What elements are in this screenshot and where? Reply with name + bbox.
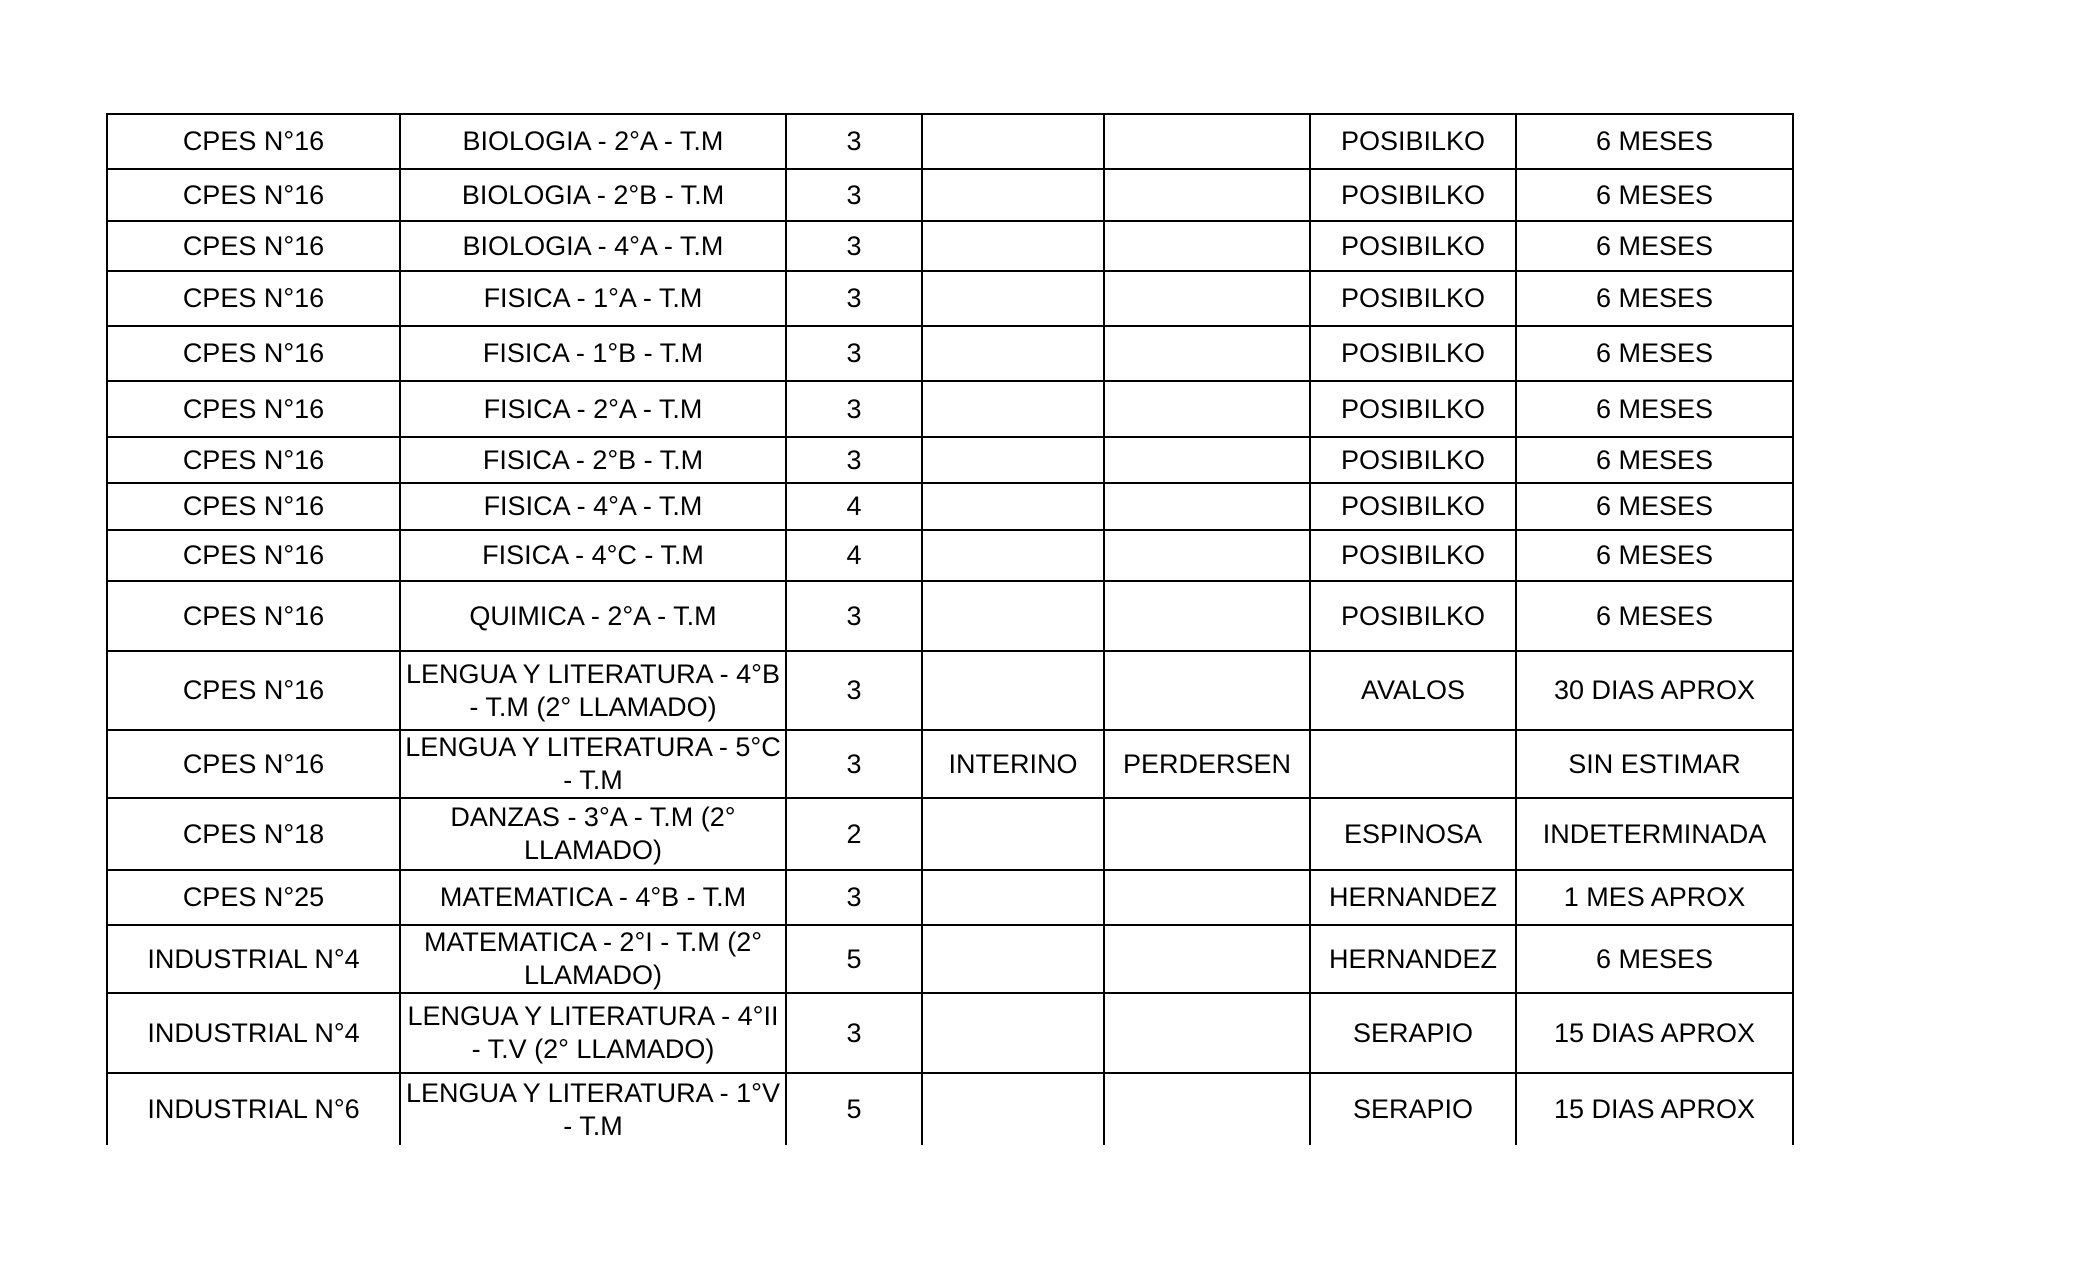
- cell-duration: 6 MESES: [1516, 114, 1793, 169]
- cell-school: CPES N°16: [107, 530, 400, 581]
- cell-holder: [1104, 581, 1310, 651]
- cell-holder: [1104, 993, 1310, 1073]
- cell-substitute: POSIBILKO: [1310, 581, 1516, 651]
- cell-substitute: POSIBILKO: [1310, 483, 1516, 530]
- cell-school: CPES N°16: [107, 730, 400, 798]
- cell-school: CPES N°16: [107, 651, 400, 730]
- cell-subject: QUIMICA - 2°A - T.M: [400, 581, 786, 651]
- table-row: [107, 381, 1793, 437]
- cell-holder: [1104, 798, 1310, 870]
- cell-subject: FISICA - 1°A - T.M: [400, 271, 786, 326]
- cell-hours: 3: [786, 326, 922, 381]
- table-row: [107, 483, 1793, 530]
- cell-school: INDUSTRIAL N°4: [107, 993, 400, 1073]
- cell-hours: 3: [786, 651, 922, 730]
- cell-hours: 3: [786, 730, 922, 798]
- cell-status: [922, 870, 1104, 925]
- cell-holder: [1104, 169, 1310, 221]
- table-row: [107, 114, 1793, 169]
- cell-duration: 6 MESES: [1516, 530, 1793, 581]
- cell-duration: 6 MESES: [1516, 483, 1793, 530]
- vacancy-table: [106, 113, 1794, 1145]
- cell-duration: 6 MESES: [1516, 169, 1793, 221]
- cell-substitute: POSIBILKO: [1310, 530, 1516, 581]
- cell-holder: [1104, 381, 1310, 437]
- cell-status: [922, 483, 1104, 530]
- table-row: [107, 925, 1793, 993]
- cell-status: [922, 798, 1104, 870]
- cell-substitute: ESPINOSA: [1310, 798, 1516, 870]
- cell-subject: FISICA - 4°A - T.M: [400, 483, 786, 530]
- cell-hours: 3: [786, 993, 922, 1073]
- table-row: [107, 437, 1793, 483]
- cell-school: INDUSTRIAL N°4: [107, 925, 400, 993]
- cell-school: CPES N°16: [107, 437, 400, 483]
- cell-subject: LENGUA Y LITERATURA - 5°C - T.M: [400, 730, 786, 798]
- cell-school: CPES N°25: [107, 870, 400, 925]
- cell-duration: 30 DIAS APROX: [1516, 651, 1793, 730]
- cell-duration: 6 MESES: [1516, 271, 1793, 326]
- cell-status: [922, 169, 1104, 221]
- cell-duration: 6 MESES: [1516, 221, 1793, 271]
- cell-substitute: SERAPIO: [1310, 1073, 1516, 1145]
- cell-holder: [1104, 483, 1310, 530]
- cell-substitute: POSIBILKO: [1310, 326, 1516, 381]
- cell-hours: 3: [786, 169, 922, 221]
- vacancy-table-body: [107, 114, 1793, 1145]
- table-row: [107, 326, 1793, 381]
- cell-hours: 5: [786, 1073, 922, 1145]
- cell-school: CPES N°16: [107, 169, 400, 221]
- cell-status: [922, 221, 1104, 271]
- table-row: [107, 1073, 1793, 1145]
- cell-holder: [1104, 530, 1310, 581]
- table-row: [107, 581, 1793, 651]
- table-row: [107, 530, 1793, 581]
- cell-hours: 4: [786, 483, 922, 530]
- cell-school: CPES N°16: [107, 271, 400, 326]
- table-row: [107, 798, 1793, 870]
- cell-subject: FISICA - 2°B - T.M: [400, 437, 786, 483]
- cell-substitute: AVALOS: [1310, 651, 1516, 730]
- cell-subject: FISICA - 1°B - T.M: [400, 326, 786, 381]
- cell-duration: 6 MESES: [1516, 925, 1793, 993]
- cell-status: [922, 530, 1104, 581]
- cell-duration: 6 MESES: [1516, 326, 1793, 381]
- cell-hours: 3: [786, 381, 922, 437]
- cell-status: [922, 925, 1104, 993]
- cell-substitute: POSIBILKO: [1310, 437, 1516, 483]
- table-row: [107, 651, 1793, 730]
- cell-subject: MATEMATICA - 4°B - T.M: [400, 870, 786, 925]
- cell-subject: BIOLOGIA - 4°A - T.M: [400, 221, 786, 271]
- cell-holder: [1104, 271, 1310, 326]
- cell-substitute: POSIBILKO: [1310, 271, 1516, 326]
- cell-subject: MATEMATICA - 2°I - T.M (2° LLAMADO): [400, 925, 786, 993]
- cell-hours: 3: [786, 870, 922, 925]
- cell-holder: [1104, 114, 1310, 169]
- cell-school: CPES N°16: [107, 381, 400, 437]
- cell-school: CPES N°16: [107, 483, 400, 530]
- table-row: [107, 169, 1793, 221]
- cell-holder: [1104, 221, 1310, 271]
- cell-substitute: HERNANDEZ: [1310, 925, 1516, 993]
- cell-hours: 3: [786, 581, 922, 651]
- cell-duration: 6 MESES: [1516, 381, 1793, 437]
- cell-school: INDUSTRIAL N°6: [107, 1073, 400, 1145]
- cell-subject: FISICA - 2°A - T.M: [400, 381, 786, 437]
- table-row: [107, 870, 1793, 925]
- cell-holder: [1104, 326, 1310, 381]
- cell-school: CPES N°16: [107, 581, 400, 651]
- cell-subject: DANZAS - 3°A - T.M (2° LLAMADO): [400, 798, 786, 870]
- cell-subject: LENGUA Y LITERATURA - 1°V - T.M: [400, 1073, 786, 1145]
- cell-substitute: [1310, 730, 1516, 798]
- cell-status: [922, 271, 1104, 326]
- table-row: [107, 993, 1793, 1073]
- cell-subject: LENGUA Y LITERATURA - 4°B - T.M (2° LLAMADO): [400, 651, 786, 730]
- cell-holder: [1104, 1073, 1310, 1145]
- cell-school: CPES N°16: [107, 221, 400, 271]
- cell-status: [922, 326, 1104, 381]
- cell-duration: 6 MESES: [1516, 581, 1793, 651]
- cell-duration: 15 DIAS APROX: [1516, 993, 1793, 1073]
- cell-holder: [1104, 437, 1310, 483]
- cell-holder: [1104, 651, 1310, 730]
- cell-substitute: SERAPIO: [1310, 993, 1516, 1073]
- cell-holder: [1104, 925, 1310, 993]
- cell-holder: [1104, 870, 1310, 925]
- cell-hours: 3: [786, 221, 922, 271]
- cell-substitute: POSIBILKO: [1310, 169, 1516, 221]
- cell-status: [922, 381, 1104, 437]
- cell-hours: 3: [786, 114, 922, 169]
- cell-hours: 4: [786, 530, 922, 581]
- cell-hours: 5: [786, 925, 922, 993]
- table-row: [107, 730, 1793, 798]
- cell-hours: 3: [786, 271, 922, 326]
- cell-duration: 15 DIAS APROX: [1516, 1073, 1793, 1145]
- cell-status: [922, 993, 1104, 1073]
- cell-status: [922, 651, 1104, 730]
- cell-subject: BIOLOGIA - 2°A - T.M: [400, 114, 786, 169]
- cell-duration: INDETERMINADA: [1516, 798, 1793, 870]
- table-row: [107, 271, 1793, 326]
- cell-subject: FISICA - 4°C - T.M: [400, 530, 786, 581]
- cell-substitute: POSIBILKO: [1310, 221, 1516, 271]
- cell-subject: LENGUA Y LITERATURA - 4°II - T.V (2° LLAMADO): [400, 993, 786, 1073]
- cell-substitute: HERNANDEZ: [1310, 870, 1516, 925]
- table-row: [107, 221, 1793, 271]
- cell-duration: 1 MES APROX: [1516, 870, 1793, 925]
- cell-school: CPES N°16: [107, 326, 400, 381]
- cell-substitute: POSIBILKO: [1310, 114, 1516, 169]
- cell-status: INTERINO: [922, 730, 1104, 798]
- cell-substitute: POSIBILKO: [1310, 381, 1516, 437]
- cell-school: CPES N°16: [107, 114, 400, 169]
- cell-status: [922, 1073, 1104, 1145]
- cell-status: [922, 114, 1104, 169]
- cell-subject: BIOLOGIA - 2°B - T.M: [400, 169, 786, 221]
- cell-duration: SIN ESTIMAR: [1516, 730, 1793, 798]
- cell-status: [922, 437, 1104, 483]
- cell-duration: 6 MESES: [1516, 437, 1793, 483]
- cell-hours: 2: [786, 798, 922, 870]
- cell-holder: PERDERSEN: [1104, 730, 1310, 798]
- cell-school: CPES N°18: [107, 798, 400, 870]
- cell-status: [922, 581, 1104, 651]
- cell-hours: 3: [786, 437, 922, 483]
